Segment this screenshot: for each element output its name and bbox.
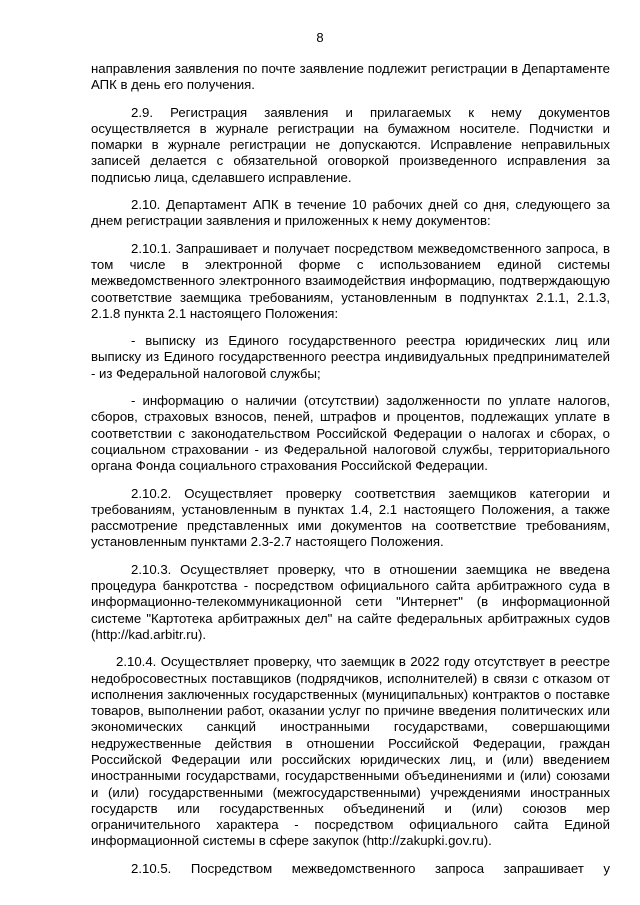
- paragraph-2-10-3: 2.10.3. Осуществляет проверку, что в отношении заемщика не введена процедура банкротства - посредством официального сайта арбитражного суда в информационно-телекоммуникационной сети "Интернет" (в информационной системе "Картотека арбитражных дел" на сайте федеральных арбитражных судов (http://kad.arbitr.ru).: [91, 561, 610, 642]
- document-body: [91, 61, 610, 888]
- paragraph-2-10-5: 2.10.5. Посредством межведомственного запроса запрашивает у: [131, 860, 610, 876]
- paragraph-application-mail: направления заявления по почте заявление подлежит регистрации в Департаменте АПК в день его получения.: [91, 61, 610, 93]
- list-item-tax-debt-info: - информацию о наличии (отсутствии) задолженности по уплате налогов, сборов, страховых взносов, пеней, штрафов и процентов, подлежащих уплате в соответствии с законодательством Российской Федерации о налогах и сборах, о социальном страховании - из Федеральной налоговой службы, территориального органа Фонда социального страхования Российской Федерации.: [91, 393, 610, 474]
- page-number: 8: [316, 30, 324, 45]
- paragraph-2-10-1: 2.10.1. Запрашивает и получает посредством межведомственного запроса, в том числе в электронной форме с использованием единой системы межведомственного электронного взаимодействия информацию, подтверждающую соответствие заемщика требованиям, установленным в подпунктах 2.1.1, 2.1.3, 2.1.8 пункта 2.1 настоящего Положения:: [91, 240, 610, 321]
- paragraph-2-10: 2.10. Департамент АПК в течение 10 рабочих дней со дня, следующего за днем регистрации заявления и приложенных к нему документов:: [91, 197, 610, 229]
- paragraph-2-9: 2.9. Регистрация заявления и прилагаемых к нему документов осуществляется в журнале регистрации на бумажном носителе. Подчистки и помарки в журнале регистрации не допускаются. Исправление неправильных записей делается с обязательной оговоркой произведенного исправления за подписью лица, сделавшего исправление.: [91, 104, 610, 185]
- paragraph-2-10-2: 2.10.2. Осуществляет проверку соответствия заемщиков категории и требованиям, установленным в пунктах 1.4, 2.1 настоящего Положения, а также рассмотрение представленных ими документов на соответствие требованиям, установленным пунктами 2.3-2.7 настоящего Положения.: [91, 485, 610, 550]
- list-item-egrul-extract: - выписку из Единого государственного реестра юридических лиц или выписку из Единого государственного реестра индивидуальных предпринимателей - из Федеральной налоговой службы;: [91, 333, 610, 381]
- paragraph-2-10-4: 2.10.4. Осуществляет проверку, что заемщик в 2022 году отсутствует в реестре недобросовестных поставщиков (подрядчиков, исполнителей) в связи с отказом от исполнения заключенных государственных (муниципальных) контрактов о поставке товаров, выполнении работ, оказании услуг по причине введения политических или экономических санкций иностранными государствами, совершающими недружественные действия в отношении Российской Федерации, граждан Российской Федерации или российских юридических лиц, и (или) введением иностранными государствами, государственными объединениями и (или) союзами и (или) государственными (межгосударственными) учреждениями иностранных государств или государственных объединений и (или) союзов мер ограничительного характера - посредством официального сайта Единой информационной системы в сфере закупок (http://zakupki.gov.ru).: [91, 654, 610, 849]
